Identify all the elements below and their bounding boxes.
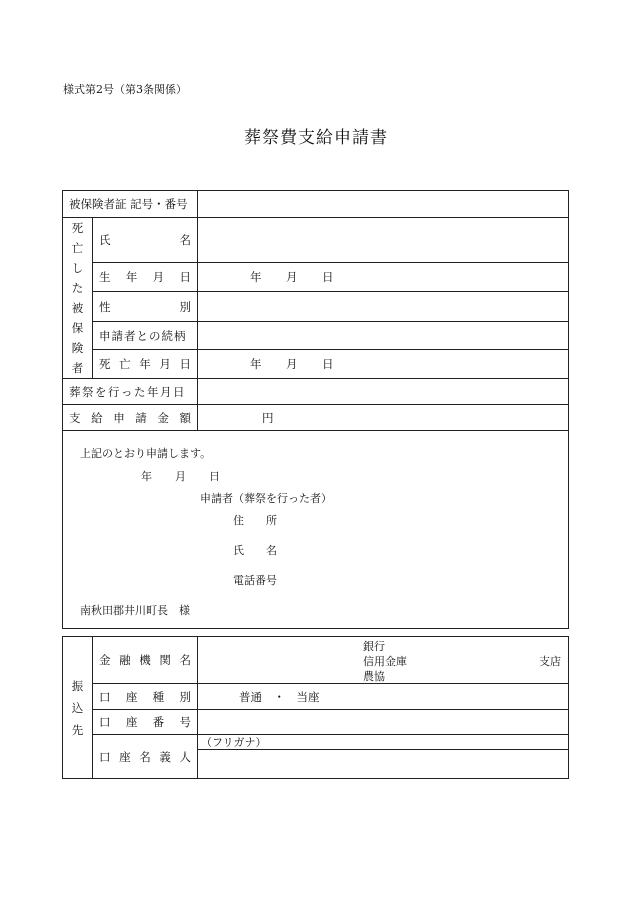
account-number-label: 口 座 番 号 [93, 710, 198, 735]
relation-field[interactable] [198, 322, 569, 350]
transfer-group-label: 振 込 先 [63, 637, 93, 779]
insurance-number-field[interactable] [198, 191, 569, 218]
bank-name-label: 金 融 機 関 名 [93, 637, 198, 684]
sex-field[interactable] [198, 292, 569, 322]
branch-label: 支店 [539, 655, 561, 668]
declaration-date-year[interactable]: 年 [141, 470, 152, 483]
phone-label: 電話番号 [233, 574, 277, 587]
applicant-label: 申請者（葬祭を行った者） [200, 492, 332, 505]
addressee: 南秋田郡井川町長 様 [80, 604, 190, 617]
relation-label: 申請者との続柄 [93, 322, 198, 350]
birth-date-label: 生 年 月 日 [93, 262, 198, 292]
declaration-block [63, 431, 569, 629]
deceased-name-field[interactable] [198, 218, 569, 263]
funeral-date-label: 葬祭を行った年月日 [63, 379, 198, 405]
bank-type-credit-union: 信用金庫 [363, 655, 407, 668]
application-table [62, 190, 569, 629]
bank-name-field[interactable] [198, 637, 569, 684]
bank-type-bank: 銀行 [363, 640, 385, 653]
declaration-date-month[interactable]: 月 [175, 470, 186, 483]
page-title: 葬祭費支給申請書 [244, 128, 388, 148]
account-number-field[interactable] [198, 710, 569, 735]
death-date-label: 死 亡 年 月 日 [93, 350, 198, 379]
declaration-statement: 上記のとおり申請します。 [80, 447, 212, 460]
account-holder-furigana-field[interactable]: （フリガナ） [198, 735, 569, 750]
account-holder-name-field[interactable] [198, 750, 569, 779]
amount-label: 支 給 申 請 金 額 [63, 405, 198, 431]
death-date-field[interactable]: 年 月 日 [198, 350, 569, 379]
amount-field[interactable]: 円 [198, 405, 569, 431]
form-number: 様式第2号（第3条関係） [63, 83, 187, 96]
bank-type-agricultural: 農協 [363, 670, 385, 683]
account-holder-label: 口 座 名 義 人 [93, 735, 198, 779]
declaration-date-day[interactable]: 日 [209, 470, 220, 483]
birth-date-field[interactable]: 年 月 日 [198, 262, 569, 292]
applicant-name-label: 氏 名 [233, 544, 277, 557]
funeral-date-field[interactable] [198, 379, 569, 405]
deceased-group-label: 死 亡 し た 被 保 険 者 [63, 218, 93, 379]
transfer-table [62, 636, 569, 779]
sex-label: 性 別 [93, 292, 198, 322]
account-type-field[interactable]: 普通 ・ 当座 [198, 684, 569, 710]
deceased-name-label: 氏 名 [93, 218, 198, 263]
insurance-number-label: 被保険者証 記号・番号 [63, 191, 198, 218]
account-type-label: 口 座 種 別 [93, 684, 198, 710]
address-label: 住 所 [233, 514, 277, 527]
